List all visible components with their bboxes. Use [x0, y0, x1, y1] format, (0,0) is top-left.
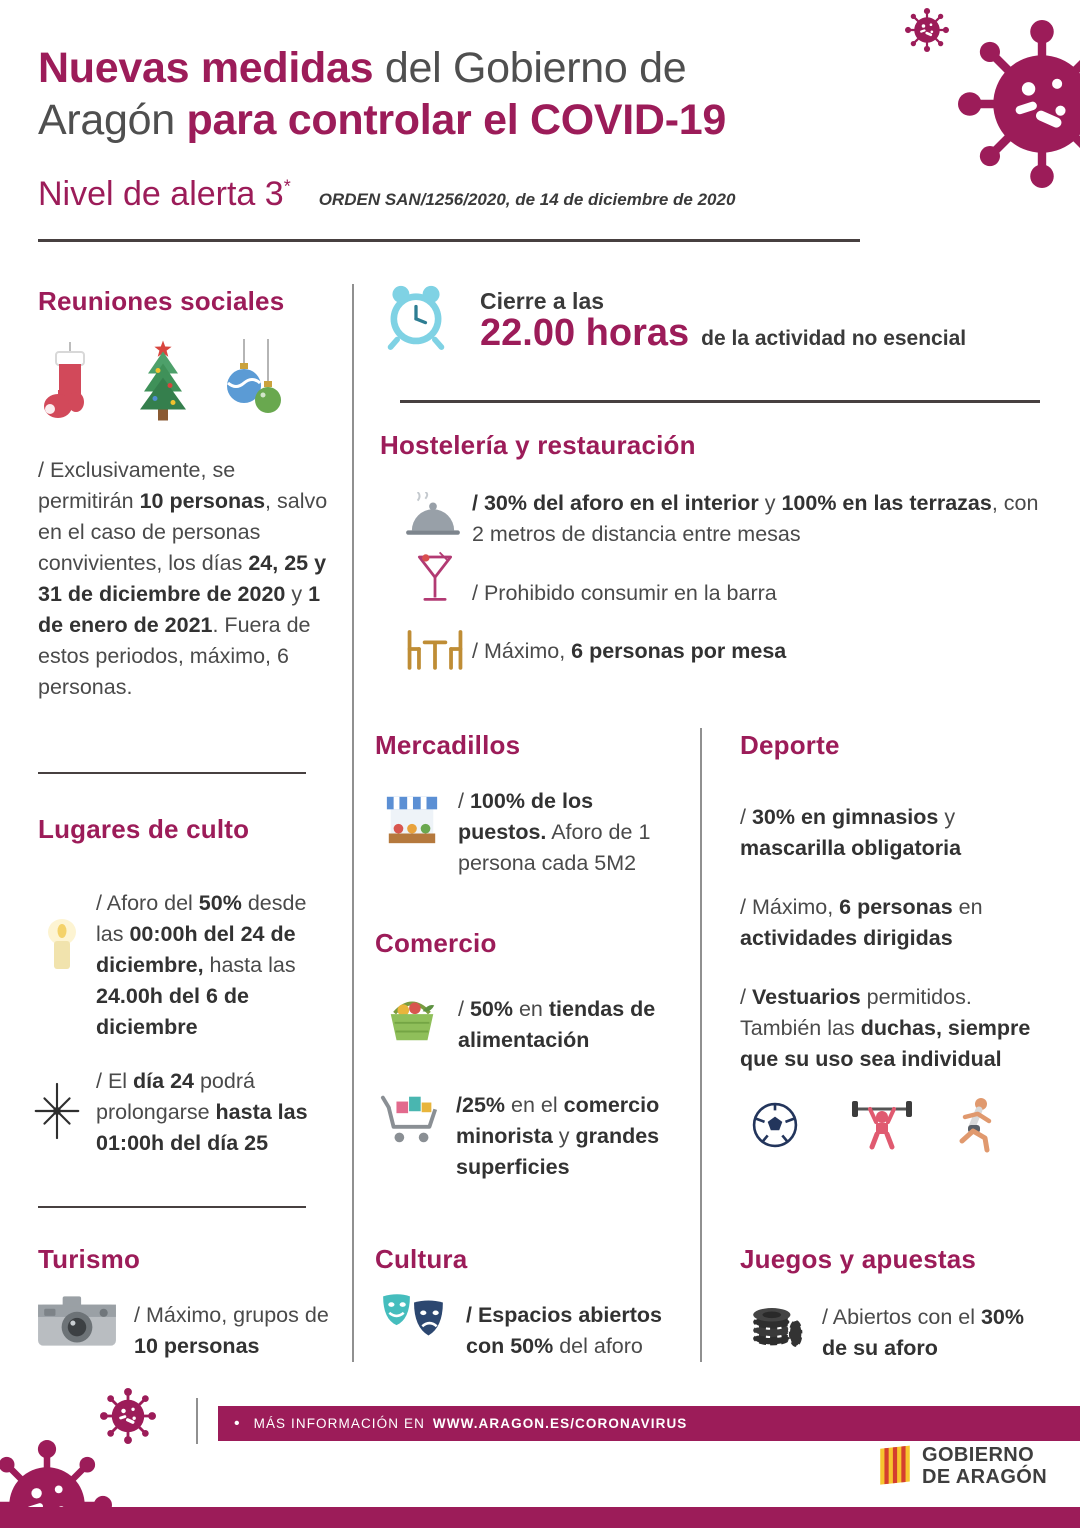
- food-basket-icon: [383, 988, 441, 1046]
- aragon-shield-icon: [876, 1440, 914, 1490]
- footer-accent-line: [196, 1398, 198, 1444]
- alert-asterisk: *: [283, 176, 291, 197]
- poker-chips-icon: [748, 1292, 806, 1350]
- page-title-line1: Nuevas medidas del Gobierno de: [38, 44, 687, 92]
- deporte-item-2: / Máximo, 6 personas en actividades dirigidas: [740, 895, 983, 950]
- theater-masks-icon: [379, 1290, 447, 1348]
- cultura-text: / Espacios abiertos con 50% del aforo: [466, 1303, 662, 1358]
- page-title-line2: Aragón para controlar el COVID-19: [38, 96, 726, 145]
- footer-info-bar: [218, 1406, 1080, 1441]
- ornaments-icon: [222, 338, 286, 424]
- section-title-turismo: Turismo: [38, 1244, 141, 1274]
- hosteleria-item-2: / Prohibido consumir en la barra: [472, 581, 777, 605]
- cloche-icon: [404, 492, 462, 540]
- order-reference: ORDEN SAN/1256/2020, de 14 de diciembre de 2020: [318, 190, 736, 209]
- section-title-culto: Lugares de culto: [38, 814, 250, 844]
- christmas-tree-icon: [128, 333, 198, 428]
- closure-scope: de la actividad no esencial: [701, 327, 967, 350]
- alert-row: [38, 175, 735, 214]
- table-chairs-icon: [402, 626, 468, 672]
- comercio-item-2: /25% en el comercio minorista y grandes superficies: [456, 1093, 660, 1179]
- section-title-mercadillos: Mercadillos: [375, 730, 521, 760]
- camera-icon: [36, 1292, 118, 1350]
- closure-line2: [480, 312, 966, 355]
- section-title-reuniones: Reuniones sociales: [38, 286, 285, 316]
- runner-icon: [946, 1096, 1002, 1156]
- page-title: [38, 42, 878, 147]
- deporte-item-1: / 30% en gimnasios y mascarilla obligatoria: [740, 805, 962, 860]
- closure-line1: Cierre a las: [480, 288, 605, 314]
- footer-url-link[interactable]: WWW.ARAGON.ES/CORONAVIRUS: [432, 1416, 688, 1431]
- alarm-clock-icon: [383, 282, 449, 350]
- juegos-text: / Abiertos con el 30% de su aforo: [822, 1305, 1024, 1360]
- footer-label: MÁS INFORMACIÓN EN: [253, 1416, 425, 1431]
- bottom-accent-bar: [0, 1507, 1080, 1528]
- comercio-item-1: / 50% en tiendas de alimentación: [458, 997, 656, 1052]
- candle-icon: [36, 915, 88, 975]
- section-title-cultura: Cultura: [375, 1244, 468, 1274]
- alert-level: Nivel de alerta 3*: [38, 175, 291, 213]
- turismo-text: / Máximo, grupos de 10 personas: [134, 1303, 329, 1358]
- hosteleria-item-3: / Máximo, 6 personas por mesa: [472, 639, 787, 663]
- deporte-item-3: / Vestuarios permitidos. También las duchas, siempre que su uso sea individual: [740, 985, 1031, 1071]
- mercadillos-text: / 100% de los puestos. Aforo de 1 persona cada 5M2: [458, 789, 651, 875]
- culto-item-2: / El día 24 podrá prolongarse hasta las 01:00h del día 25: [96, 1069, 308, 1155]
- divider: [38, 772, 306, 774]
- logo-line1: GOBIERNO: [922, 1444, 1035, 1466]
- vertical-divider: [352, 284, 354, 1362]
- cocktail-icon: [412, 548, 458, 612]
- market-stall-icon: [383, 790, 441, 848]
- vertical-divider: [700, 728, 702, 1362]
- footer-bullet: •: [234, 1414, 240, 1432]
- section-title-hosteleria: Hostelería y restauración: [380, 430, 696, 460]
- reuniones-text: / Exclusivamente, se permitirán 10 personas, salvo en el caso de personas convivientes, los días 24, 25 y 31 de diciembre de 2020 y 1 de enero de 2021. Fuera de estos periodos, máximo, 6 personas.: [38, 458, 328, 699]
- weightlifter-icon: [850, 1094, 914, 1156]
- virus-icon: [905, 8, 949, 52]
- virus-icon: [958, 20, 1080, 188]
- christmas-stocking-icon: [42, 340, 98, 428]
- section-title-comercio: Comercio: [375, 928, 497, 958]
- logo-line2: DE ARAGÓN: [922, 1466, 1048, 1489]
- culto-item-1: / Aforo del 50% desde las 00:00h del 24 de diciembre, hasta las 24.00h del 6 de diciembre: [96, 891, 307, 1039]
- sparkle-star-icon: [28, 1082, 86, 1140]
- divider: [38, 1206, 306, 1208]
- hosteleria-item-1: / 30% del aforo en el interior y 100% en las terrazas, con 2 metros de distancia entre mesas: [472, 491, 1039, 546]
- header-divider: [38, 239, 860, 242]
- shopping-cart-icon: [379, 1088, 443, 1150]
- section-title-juegos: Juegos y apuestas: [740, 1244, 977, 1274]
- gobierno-aragon-logo: [922, 1444, 1047, 1489]
- section-title-deporte: Deporte: [740, 730, 840, 760]
- virus-icon: [100, 1388, 156, 1444]
- closure-time: 22.00 horas: [480, 312, 690, 354]
- divider: [400, 400, 1040, 403]
- soccer-ball-icon: [752, 1102, 798, 1148]
